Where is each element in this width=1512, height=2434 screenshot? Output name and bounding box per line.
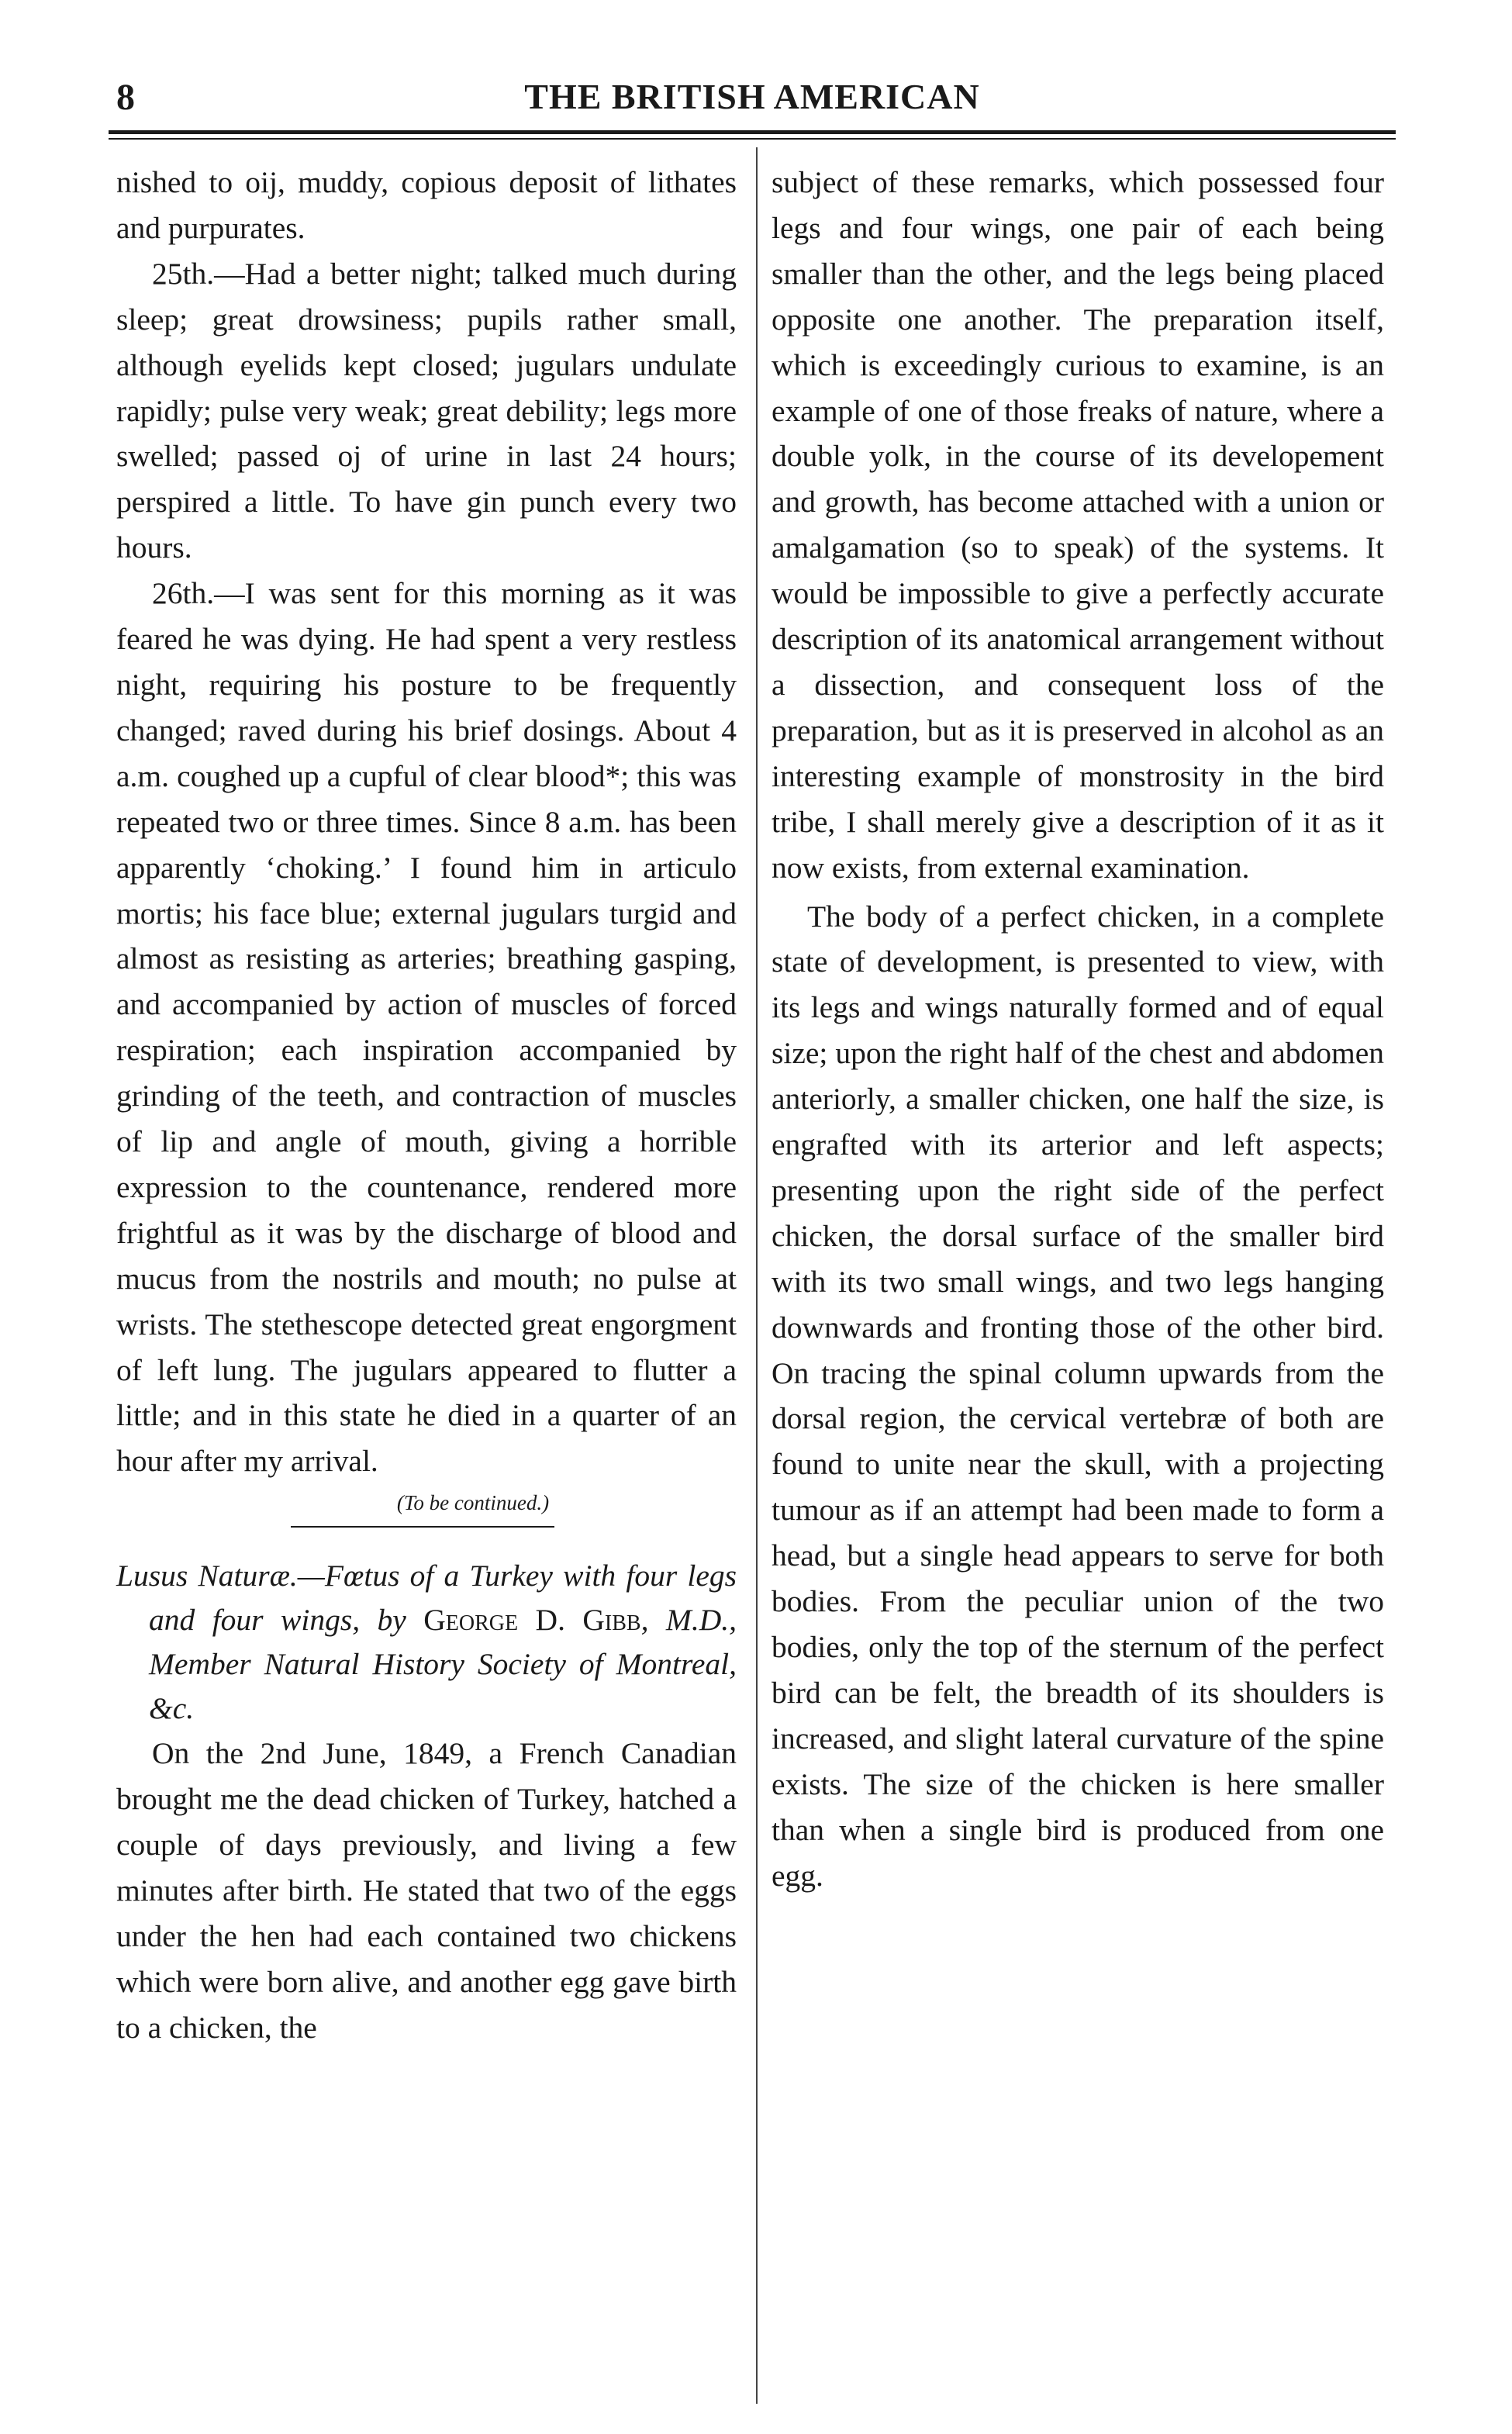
header-rule-thick [109, 130, 1396, 134]
article-author: George D. Gibb [423, 1603, 641, 1638]
right-paragraph-1: subject of these remarks, which possessed four legs and four wings, one pair of each being smaller than the other, and the legs being placed opposite one another. The preparation itself, which is exceedingly curious to examine, is an example of one of those freaks of nature, where a double yolk, in the course of its developement and growth, has become attached with a union or amalgamation (so to speak) of the systems. It would be impossible to give a perfectly accurate description of its anatomical arrangement without a dissection, and consequent loss of the preparation, but as it is preserved in alcohol as an interesting example of monstrosity in the bird tribe, I shall merely give a description of it as it now exists, from external examination. [772, 165, 1384, 885]
article-title-part-1: Lusus Naturæ.—Fœtus of a Turkey with four legs and four wings, by [116, 1559, 737, 1638]
column-divider [756, 147, 758, 2404]
page-header [116, 76, 1388, 123]
left-paragraph-3: 26th.—I was sent for this morning as it was feared he was dying. He had spent a very restless night, requiring his posture to be frequently changed; raved during his brief dosings. About 4 a.m. coughed up a cupful of clear blood*; this was repeated two or three times. Since 8 a.m. has been apparently ‘choking.’ I found him in articulo mortis; his face blue; external jugulars turgid and almost as resisting as arteries; breathing gasping, and accompanied by action of muscles of forced respiration; each inspiration accompanied by grinding of the teeth, and contraction of muscles of lip and angle of mouth, giving a horrible expression to the countenance, rendered more frightful as it was by the discharge of blood and mucus from the nostrils and mouth; no pulse at wrists. The stethescope detected great engorgment of left lung. The jugulars appeared to flutter a little; and in this state he died in a quarter of an hour after my arrival. [116, 576, 737, 1479]
right-column [772, 160, 1384, 1898]
page-number: 8 [116, 77, 135, 118]
running-title: THE BRITISH AMERICAN [524, 77, 980, 116]
to-be-continued-note: (To be continued.) [396, 1491, 550, 1515]
header-rule-thin [109, 138, 1396, 140]
right-paragraph-2: The body of a perfect chicken, in a complete state of development, is presented to view, with its legs and wings naturally formed and of equal size; upon the right half of the chest and abdomen anteriorly, a smaller chicken, one half the size, is engrafted with its arterior and left aspects; presenting upon the right side of the perfect chicken, the dorsal surface of the smaller bird with its two small wings, and two legs hanging downwards and fronting those of the other bird. On tracing the spinal column upwards from the dorsal region, the cervical vertebræ of both are found to unite near the skull, with a projecting tumour as if an attempt had been made to form a head, but a single head appears to serve for both bodies. From the peculiar union of the two bodies, only the top of the sternum of the perfect bird can be felt, the breadth of its shoulders is increased, and slight lateral curvature of the spine exists. The size of the chicken is here smaller than when a single bird is produced from one egg. [772, 899, 1384, 1893]
left-paragraph-1: nished to oij, muddy, copious deposit of lithates and purpurates. [116, 165, 737, 245]
left-column [116, 160, 737, 2051]
article-title-part-2: , M.D., Member Natural History Society of Montreal, &c. [149, 1603, 737, 1726]
section-divider [291, 1526, 554, 1528]
left-paragraph-2: 25th.—Had a better night; talked much during sleep; great drowsiness; pupils rather small, although eyelids kept closed; jugulars undulate rapidly; pulse very weak; great debility; legs more swelled; passed oj of urine in last 24 hours; perspired a little. To have gin punch every two hours. [116, 256, 737, 565]
left-paragraph-4: On the 2nd June, 1849, a French Canadian brought me the dead chicken of Turkey, hatched a couple of days previously, and living a few minutes after birth. He stated that two of the eggs under the hen had each contained two chickens which were born alive, and another egg gave birth to a chicken, the [116, 1736, 737, 2045]
article-title [116, 1554, 737, 1731]
